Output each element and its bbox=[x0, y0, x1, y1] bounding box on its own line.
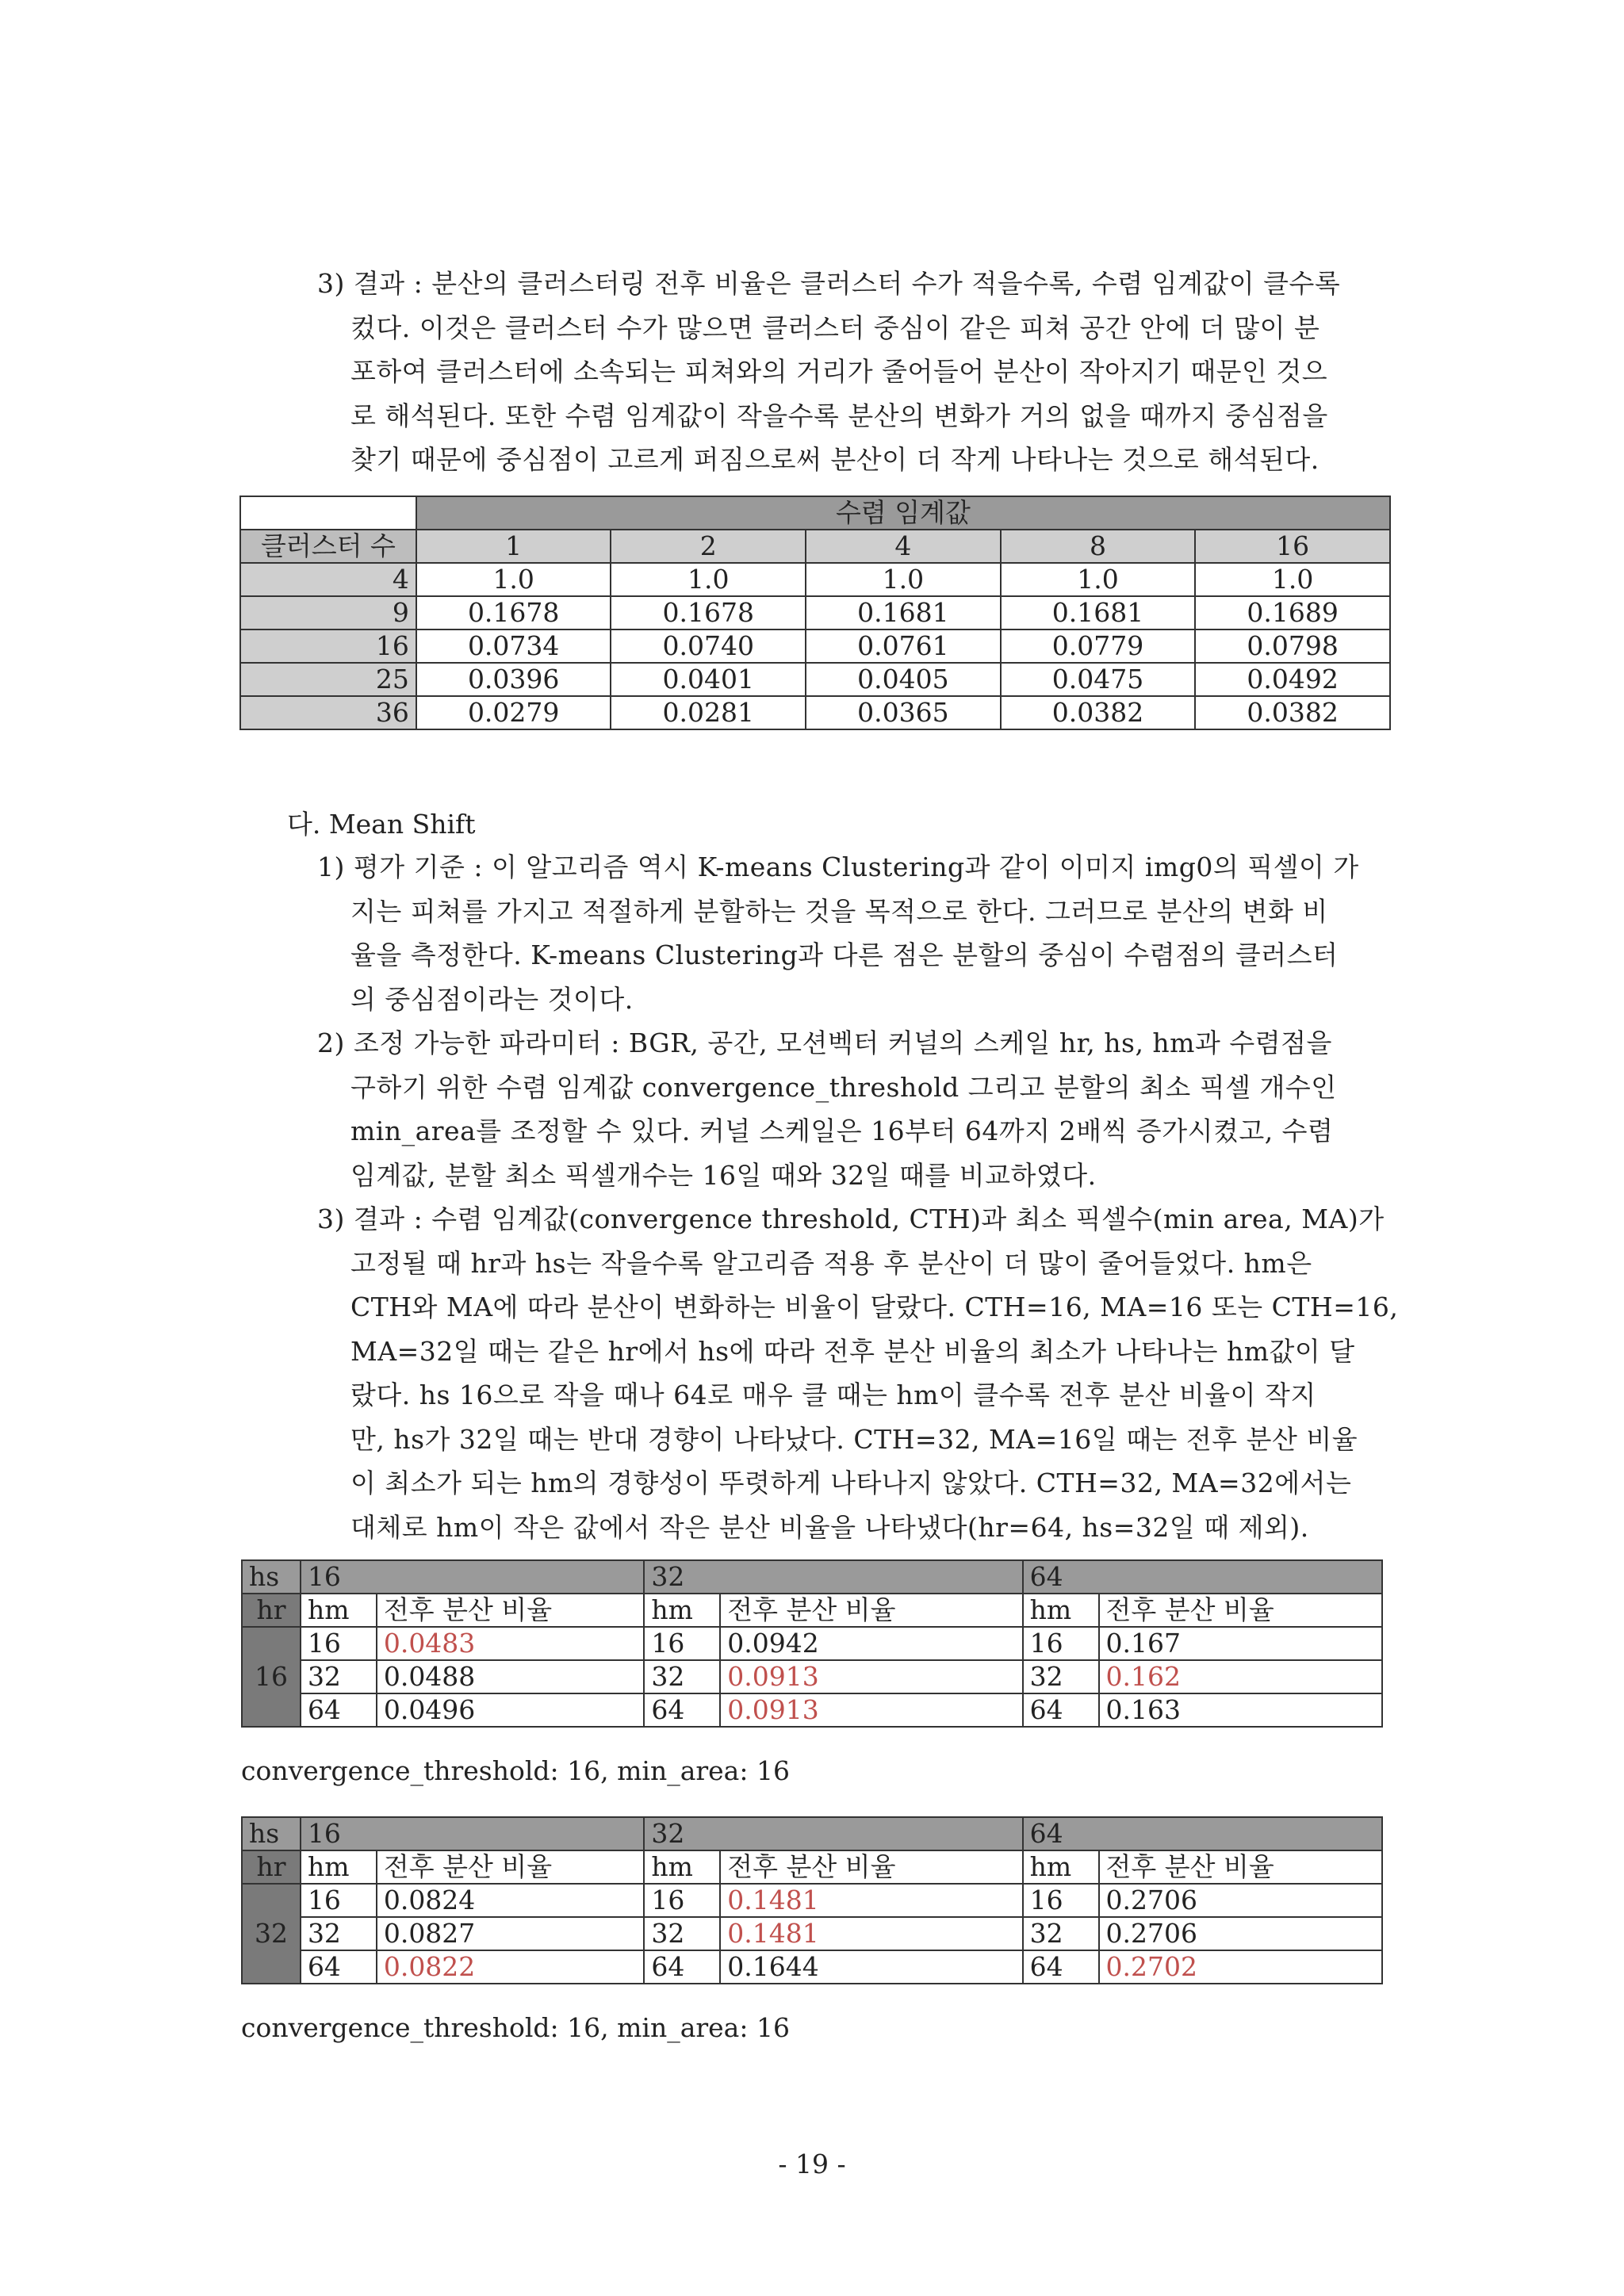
row-label: 36 bbox=[240, 696, 416, 729]
meanshift-item-1 bbox=[317, 845, 1359, 1021]
hm-cell: 32 bbox=[301, 1660, 377, 1693]
table-cell: 0.0405 bbox=[806, 663, 1001, 696]
ratio-header: 전후 분산 비율 bbox=[377, 1850, 645, 1884]
ratio-cell: 0.0827 bbox=[377, 1917, 645, 1950]
column-header: 16 bbox=[1195, 530, 1390, 563]
cluster-count-header: 클러스터 수 bbox=[240, 530, 416, 563]
table-cell: 0.0279 bbox=[416, 696, 611, 729]
table-cell: 0.0281 bbox=[611, 696, 806, 729]
kmeans-result-paragraph bbox=[317, 262, 1340, 482]
hm-cell: 64 bbox=[301, 1950, 377, 1984]
hm-cell: 16 bbox=[301, 1627, 377, 1660]
ratio-cell: 0.1481 bbox=[720, 1917, 1022, 1950]
paragraph-line: 만, hs가 32일 때는 반대 경향이 나타났다. CTH=32, MA=16일 때는 전후 분산 비율 bbox=[350, 1423, 1358, 1455]
hs-value: 64 bbox=[1023, 1560, 1382, 1594]
table-cell: 0.0492 bbox=[1195, 663, 1390, 696]
ratio-header: 전후 분산 비율 bbox=[720, 1850, 1022, 1884]
paragraph-line: 1) 평가 기준 : 이 알고리즘 역시 K-means Clustering과 같이 이미지 img0의 픽셀이 가 bbox=[317, 851, 1359, 882]
hm-cell: 64 bbox=[644, 1693, 720, 1727]
ratio-header: 전후 분산 비율 bbox=[1099, 1850, 1382, 1884]
table-cell: 0.0396 bbox=[416, 663, 611, 696]
hs-value: 32 bbox=[644, 1817, 1022, 1850]
table-row bbox=[240, 563, 1390, 596]
hm-header: hm bbox=[301, 1850, 377, 1884]
table-cell: 0.0382 bbox=[1001, 696, 1196, 729]
ratio-cell: 0.1644 bbox=[720, 1950, 1022, 1984]
hm-header: hm bbox=[644, 1594, 720, 1627]
paragraph-line: 대체로 hm이 작은 값에서 작은 분산 비율을 나타냈다(hr=64, hs=32일 때 제외). bbox=[350, 1511, 1309, 1543]
table-row bbox=[242, 1660, 1382, 1693]
table-cell: 0.0798 bbox=[1195, 629, 1390, 663]
ratio-cell: 0.167 bbox=[1099, 1627, 1382, 1660]
ratio-cell: 0.0496 bbox=[377, 1693, 645, 1727]
paragraph-line: 이 최소가 되는 hm의 경향성이 뚜렷하게 나타나지 않았다. CTH=32, MA=32에서는 bbox=[350, 1468, 1352, 1498]
table-row bbox=[240, 663, 1390, 696]
row-label: 16 bbox=[240, 629, 416, 663]
hm-cell: 64 bbox=[301, 1693, 377, 1727]
hm-header: hm bbox=[1023, 1594, 1099, 1627]
table-cell: 0.1681 bbox=[1001, 596, 1196, 629]
table-cell: 1.0 bbox=[611, 563, 806, 596]
table-row bbox=[240, 629, 1390, 663]
hm-cell: 16 bbox=[1023, 1884, 1099, 1917]
table-caption: convergence_threshold: 16, min_area: 16 bbox=[241, 1755, 790, 1786]
table-row bbox=[242, 1693, 1382, 1727]
ratio-cell: 0.0822 bbox=[377, 1950, 645, 1984]
ratio-cell: 0.2706 bbox=[1099, 1884, 1382, 1917]
table-cell: 0.1689 bbox=[1195, 596, 1390, 629]
table-cell: 0.0761 bbox=[806, 629, 1001, 663]
paragraph-line: 율을 측정한다. K-means Clustering과 다른 점은 분할의 중심이 수렴점의 클러스터 bbox=[350, 939, 1339, 970]
paragraph-line: CTH와 MA에 따라 분산이 변화하는 비율이 달랐다. CTH=16, MA=16 또는 CTH=16, bbox=[350, 1292, 1399, 1322]
ratio-cell: 0.163 bbox=[1099, 1693, 1382, 1727]
paragraph-line: 로 해석된다. 또한 수렴 임계값이 작을수록 분산의 변화가 거의 없을 때까지 중심점을 bbox=[350, 400, 1328, 431]
section-heading: 다. Mean Shift bbox=[287, 809, 476, 840]
ratio-cell: 0.0942 bbox=[720, 1627, 1022, 1660]
table-row bbox=[242, 1917, 1382, 1950]
hm-cell: 32 bbox=[644, 1660, 720, 1693]
paragraph-line: 의 중심점이라는 것이다. bbox=[350, 983, 634, 1015]
hm-header: hm bbox=[644, 1850, 720, 1884]
table-cell: 0.0779 bbox=[1001, 629, 1196, 663]
hm-cell: 64 bbox=[1023, 1950, 1099, 1984]
hs-value: 16 bbox=[301, 1817, 644, 1850]
hs-value: 32 bbox=[644, 1560, 1022, 1594]
paragraph-line: 2) 조정 가능한 파라미터 : BGR, 공간, 모션벡터 커널의 스케일 hr, hs, hm과 수렴점을 bbox=[317, 1027, 1332, 1058]
hm-cell: 32 bbox=[644, 1917, 720, 1950]
ratio-cell: 0.162 bbox=[1099, 1660, 1382, 1693]
ratio-header: 전후 분산 비율 bbox=[720, 1594, 1022, 1627]
ratio-header: 전후 분산 비율 bbox=[1099, 1594, 1382, 1627]
column-header: 2 bbox=[611, 530, 806, 563]
paragraph-line: 포하여 클러스터에 소속되는 피쳐와의 거리가 줄어들어 분산이 작아지기 때문인 것으 bbox=[350, 356, 1328, 387]
threshold-header: 수렴 임계값 bbox=[416, 496, 1390, 530]
paragraph-line: 고정될 때 hr과 hs는 작을수록 알고리즘 적용 후 분산이 더 많이 줄어들었다. hm은 bbox=[350, 1247, 1312, 1279]
hm-cell: 16 bbox=[301, 1884, 377, 1917]
row-label: 25 bbox=[240, 663, 416, 696]
hs-label: hs bbox=[242, 1560, 301, 1594]
table-cell: 0.1678 bbox=[416, 596, 611, 629]
hm-header: hm bbox=[301, 1594, 377, 1627]
table-cell: 0.1678 bbox=[611, 596, 806, 629]
hr-value: 32 bbox=[242, 1884, 301, 1984]
paragraph-line: 지는 피쳐를 가지고 적절하게 분할하는 것을 목적으로 한다. 그러므로 분산의 변화 비 bbox=[350, 895, 1328, 927]
table-cell: 1.0 bbox=[1001, 563, 1196, 596]
ratio-cell: 0.0488 bbox=[377, 1660, 645, 1693]
row-label: 4 bbox=[240, 563, 416, 596]
table-row bbox=[240, 596, 1390, 629]
table-cell: 0.0401 bbox=[611, 663, 806, 696]
meanshift-item-3 bbox=[317, 1197, 1398, 1549]
ratio-cell: 0.0913 bbox=[720, 1693, 1022, 1727]
table-cell: 0.1681 bbox=[806, 596, 1001, 629]
meanshift-table-hr32 bbox=[241, 1816, 1383, 1984]
ratio-cell: 0.0913 bbox=[720, 1660, 1022, 1693]
table-cell: 0.0475 bbox=[1001, 663, 1196, 696]
hs-value: 64 bbox=[1023, 1817, 1382, 1850]
table-row bbox=[240, 696, 1390, 729]
table-cell: 1.0 bbox=[416, 563, 611, 596]
paragraph-line: 3) 결과 : 분산의 클러스터링 전후 비율은 클러스터 수가 적을수록, 수렴 임계값이 클수록 bbox=[317, 268, 1341, 299]
ratio-cell: 0.2702 bbox=[1099, 1950, 1382, 1984]
hm-cell: 64 bbox=[1023, 1693, 1099, 1727]
hr-label: hr bbox=[242, 1850, 301, 1884]
hm-header: hm bbox=[1023, 1850, 1099, 1884]
column-header: 1 bbox=[416, 530, 611, 563]
ratio-cell: 0.2706 bbox=[1099, 1917, 1382, 1950]
row-label: 9 bbox=[240, 596, 416, 629]
hr-value: 16 bbox=[242, 1627, 301, 1727]
kmeans-variance-table bbox=[239, 496, 1391, 730]
paragraph-line: 임계값, 분할 최소 픽셀개수는 16일 때와 32일 때를 비교하였다. bbox=[350, 1159, 1097, 1191]
hm-cell: 32 bbox=[301, 1917, 377, 1950]
hm-cell: 64 bbox=[644, 1950, 720, 1984]
paragraph-line: 컸다. 이것은 클러스터 수가 많으면 클러스터 중심이 같은 피쳐 공간 안에 더 많이 분 bbox=[350, 312, 1320, 343]
table-cell: 0.0734 bbox=[416, 629, 611, 663]
table-caption: convergence_threshold: 16, min_area: 16 bbox=[241, 2012, 790, 2043]
ratio-cell: 0.0824 bbox=[377, 1884, 645, 1917]
paragraph-line: 찾기 때문에 중심점이 고르게 퍼짐으로써 분산이 더 작게 나타나는 것으로 해석된다. bbox=[350, 444, 1320, 475]
hm-cell: 16 bbox=[644, 1627, 720, 1660]
page-number: - 19 - bbox=[778, 2149, 846, 2179]
table-cell: 0.0365 bbox=[806, 696, 1001, 729]
paragraph-line: MA=32일 때는 같은 hr에서 hs에 따라 전후 분산 비율의 최소가 나타나는 hm값이 달 bbox=[350, 1335, 1355, 1367]
ratio-header: 전후 분산 비율 bbox=[377, 1594, 645, 1627]
table-cell: 1.0 bbox=[1195, 563, 1390, 596]
meanshift-item-2 bbox=[317, 1021, 1337, 1197]
hs-label: hs bbox=[242, 1817, 301, 1850]
table-row bbox=[242, 1950, 1382, 1984]
table-corner-cell bbox=[240, 496, 416, 530]
ratio-cell: 0.0483 bbox=[377, 1627, 645, 1660]
table-cell: 0.0740 bbox=[611, 629, 806, 663]
ratio-cell: 0.1481 bbox=[720, 1884, 1022, 1917]
column-header: 4 bbox=[806, 530, 1001, 563]
hm-cell: 16 bbox=[1023, 1627, 1099, 1660]
paragraph-line: min_area를 조정할 수 있다. 커널 스케일은 16부터 64까지 2배씩 증가시켰고, 수렴 bbox=[350, 1115, 1334, 1146]
meanshift-table-hr16 bbox=[241, 1559, 1383, 1728]
hm-cell: 32 bbox=[1023, 1917, 1099, 1950]
paragraph-line: 3) 결과 : 수렴 임계값(convergence threshold, CTH)과 최소 픽셀수(min area, MA)가 bbox=[317, 1203, 1385, 1234]
column-header: 8 bbox=[1001, 530, 1196, 563]
hm-cell: 32 bbox=[1023, 1660, 1099, 1693]
table-row bbox=[242, 1627, 1382, 1660]
table-cell: 1.0 bbox=[806, 563, 1001, 596]
paragraph-line: 구하기 위한 수렴 임계값 convergence_threshold 그리고 분할의 최소 픽셀 개수인 bbox=[350, 1071, 1337, 1103]
hs-value: 16 bbox=[301, 1560, 644, 1594]
table-cell: 0.0382 bbox=[1195, 696, 1390, 729]
table-row bbox=[242, 1884, 1382, 1917]
hr-label: hr bbox=[242, 1594, 301, 1627]
paragraph-line: 랐다. hs 16으로 작을 때나 64로 매우 클 때는 hm이 클수록 전후 분산 비율이 작지 bbox=[350, 1380, 1316, 1410]
hm-cell: 16 bbox=[644, 1884, 720, 1917]
